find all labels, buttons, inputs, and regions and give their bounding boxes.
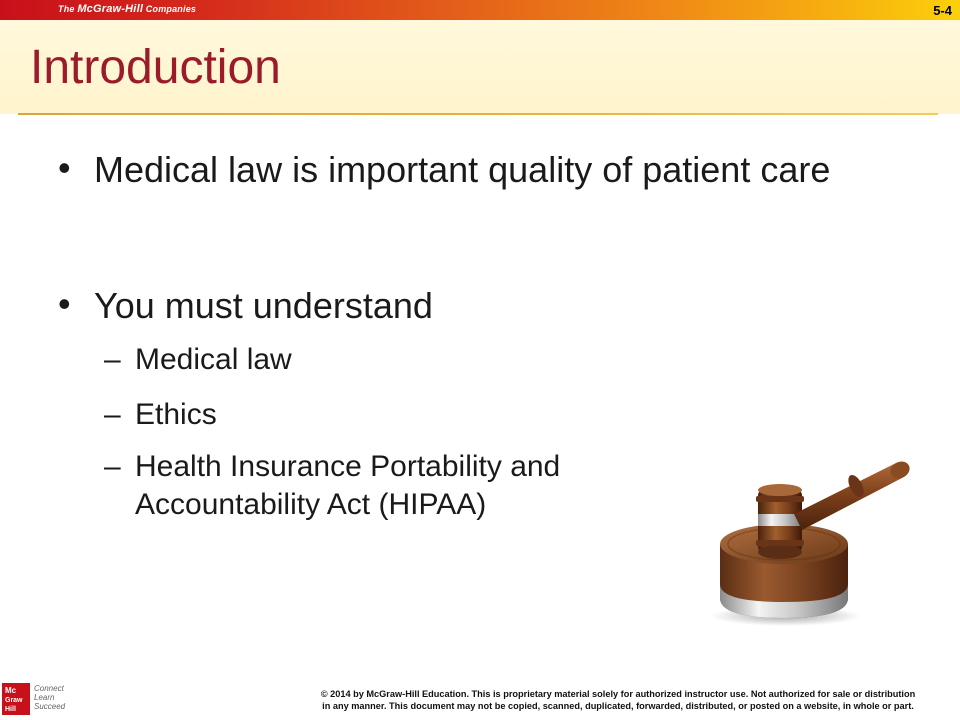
sub-bullet-dash: – (104, 450, 121, 483)
bullet-item (58, 146, 858, 193)
bullet-dot: • (58, 147, 71, 188)
sub-bullet-dash: – (104, 343, 121, 376)
company-logo-text (58, 3, 196, 15)
company-suffix: Companies (143, 4, 197, 14)
mcgraw-hill-logo (2, 683, 30, 715)
slide-number: 5-4 (933, 3, 952, 18)
sub-bullet-text: Health Insurance Portability and Accountability Act (HIPAA) (135, 450, 561, 521)
tagline-line: Connect (34, 684, 64, 693)
sub-bullet-text: Medical law (135, 343, 292, 376)
sub-bullet-item (104, 448, 704, 524)
bullet-dot: • (58, 283, 71, 324)
logo-text-line: Graw (5, 697, 23, 704)
bullet-text: You must understand (94, 285, 433, 326)
copyright-line: in any manner. This document may not be copied, scanned, duplicated, forwarded, distributed, or posted on a website, in whole or part. (322, 701, 914, 711)
sub-bullet-dash: – (104, 398, 121, 431)
top-banner (0, 0, 960, 20)
sub-bullet-text: Ethics (135, 398, 217, 431)
copyright-notice (288, 688, 948, 712)
tagline-line: Learn (34, 693, 55, 702)
copyright-line: © 2014 by McGraw-Hill Education. This is proprietary material solely for authorized instructor use. Not authorized for sale or distribution (320, 689, 916, 699)
company-name: McGraw-Hill (77, 3, 144, 15)
logo-text-line: Hill (5, 706, 16, 713)
logo-text-line: Mc (5, 686, 17, 695)
slide-title: Introduction (30, 41, 281, 94)
gavel-icon (706, 456, 926, 626)
bullet-item (58, 282, 858, 329)
sub-bullet-item (104, 341, 704, 379)
tagline-line: Succeed (34, 702, 66, 711)
sub-bullet-item (104, 396, 704, 434)
title-underline (18, 113, 938, 115)
bullet-text: Medical law is important quality of patient care (94, 149, 831, 190)
company-prefix: The (58, 4, 78, 14)
footer-tagline (34, 684, 65, 711)
